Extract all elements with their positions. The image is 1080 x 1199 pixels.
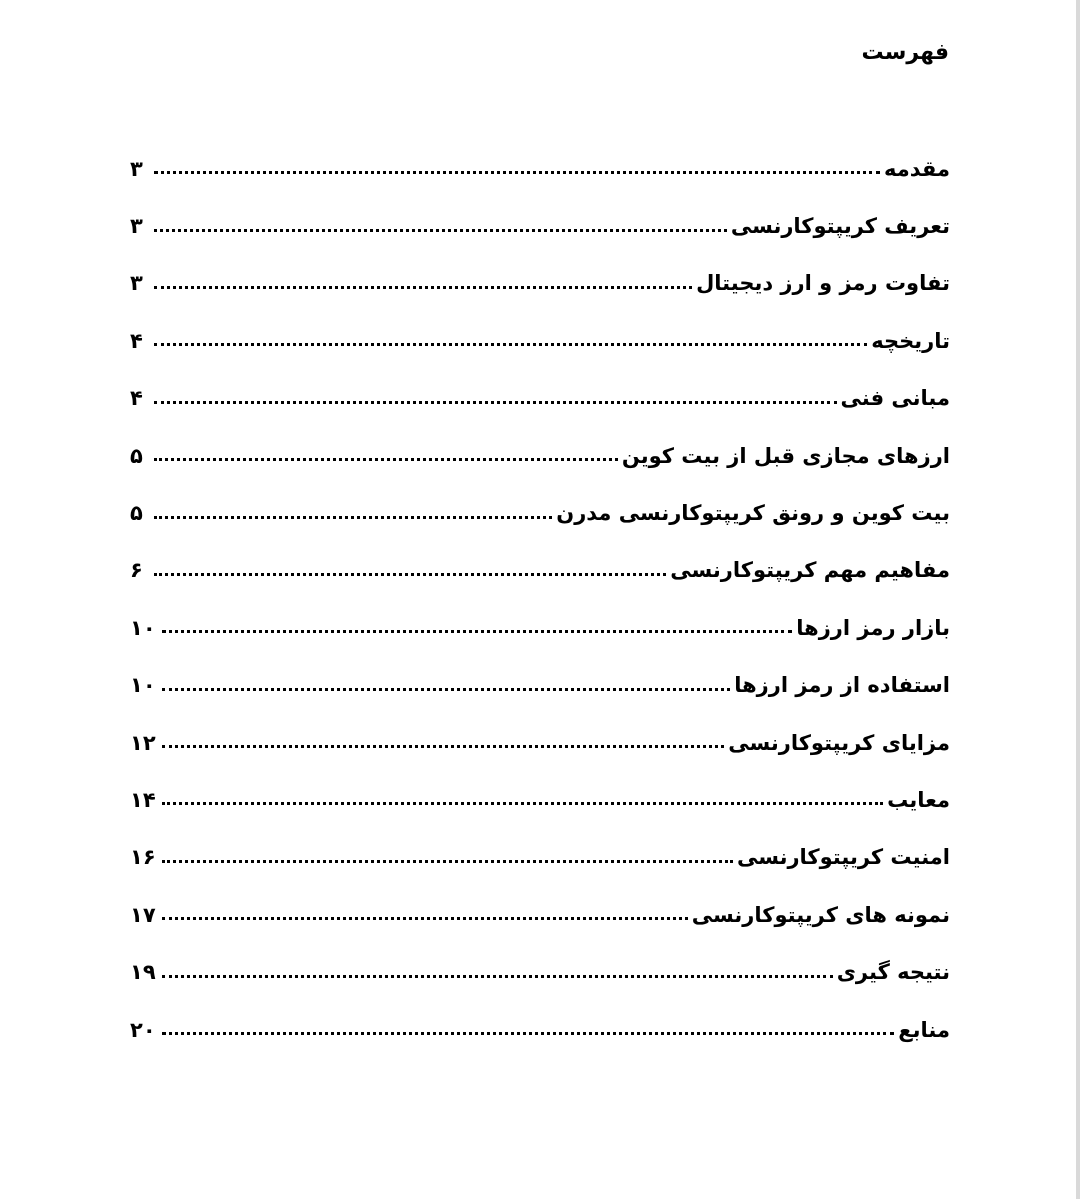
toc-dot-leader [154,401,837,404]
toc-entry-page: ۳ [130,156,143,181]
toc-entry-title: مزایای کریپتوکارنسی [728,730,950,755]
toc-entry-page: ۱۹ [130,960,156,985]
toc-entry-title: مفاهیم مهم کریپتوکارنسی [670,558,950,583]
toc-entry[interactable] [130,197,950,254]
toc-entry-page: ۱۲ [130,730,156,755]
toc-dot-leader [162,802,884,805]
toc-entry[interactable] [130,484,950,541]
toc-entry-page: ۳ [130,271,143,296]
toc-entry-page: ۴ [130,328,143,353]
toc-entry-title: منابع [898,1017,950,1042]
page-edge [1076,0,1080,1199]
toc-entry-title: مبانی فنی [840,386,950,411]
toc-dot-leader [162,860,733,863]
toc-entry[interactable] [130,542,950,599]
toc-entry-page: ۶ [130,558,143,583]
toc-dot-leader [162,1032,895,1035]
toc-entry-page: ۱۷ [130,902,156,927]
toc-entry[interactable] [130,255,950,312]
toc-entry-title: بیت کوین و رونق کریپتوکارنسی مدرن [556,501,950,526]
toc-dot-leader [162,630,793,633]
toc-entry-title: ارزهای مجازی قبل از بیت کوین [621,443,950,468]
toc-entry-title: معایب [887,787,950,812]
toc-entry[interactable] [130,140,950,197]
toc-entry-title: بازار رمز ارزها [796,615,950,640]
toc-dot-leader [154,458,618,461]
toc-entry-title: استفاده از رمز ارزها [734,673,950,698]
toc-dot-leader [162,745,725,748]
toc-entry[interactable] [130,886,950,943]
toc-entry-page: ۵ [130,501,143,526]
toc-entry[interactable] [130,829,950,886]
toc-dot-leader [162,975,833,978]
toc-entry-page: ۱۰ [130,615,156,640]
toc-dot-leader [154,171,880,174]
toc-entry[interactable] [130,714,950,771]
toc-entry[interactable] [130,1001,950,1058]
toc-entry-title: نمونه های کریپتوکارنسی [691,902,950,927]
toc-entry[interactable] [130,599,950,656]
toc-entry-page: ۴ [130,386,143,411]
toc-dot-leader [162,917,688,920]
toc-entry-page: ۳ [130,214,143,239]
toc-entry-title: امنیت کریپتوکارنسی [736,845,950,870]
toc-entry[interactable] [130,943,950,1000]
toc-entry-page: ۱۶ [130,845,156,870]
toc-entry[interactable] [130,427,950,484]
toc-entry-title: تاریخچه [871,328,950,353]
toc-dot-leader [154,516,552,519]
toc-entry[interactable] [130,370,950,427]
toc-entry-title: مقدمه [884,156,950,181]
toc-heading: فهرست [861,40,949,65]
toc-entry-title: تعریف کریپتوکارنسی [730,214,950,239]
table-of-contents [130,140,950,1058]
toc-dot-leader [154,229,727,232]
toc-entry[interactable] [130,312,950,369]
toc-dot-leader [162,688,731,691]
toc-entry-title: نتیجه گیری [836,960,950,985]
toc-entry-title: تفاوت رمز و ارز دیجیتال [696,271,950,296]
toc-dot-leader [154,573,666,576]
toc-dot-leader [154,343,867,346]
toc-entry-page: ۱۰ [130,673,156,698]
toc-dot-leader [154,286,692,289]
toc-entry[interactable] [130,771,950,828]
toc-entry-page: ۱۴ [130,787,156,812]
toc-entry[interactable] [130,657,950,714]
toc-entry-page: ۲۰ [130,1017,156,1042]
toc-entry-page: ۵ [130,443,143,468]
